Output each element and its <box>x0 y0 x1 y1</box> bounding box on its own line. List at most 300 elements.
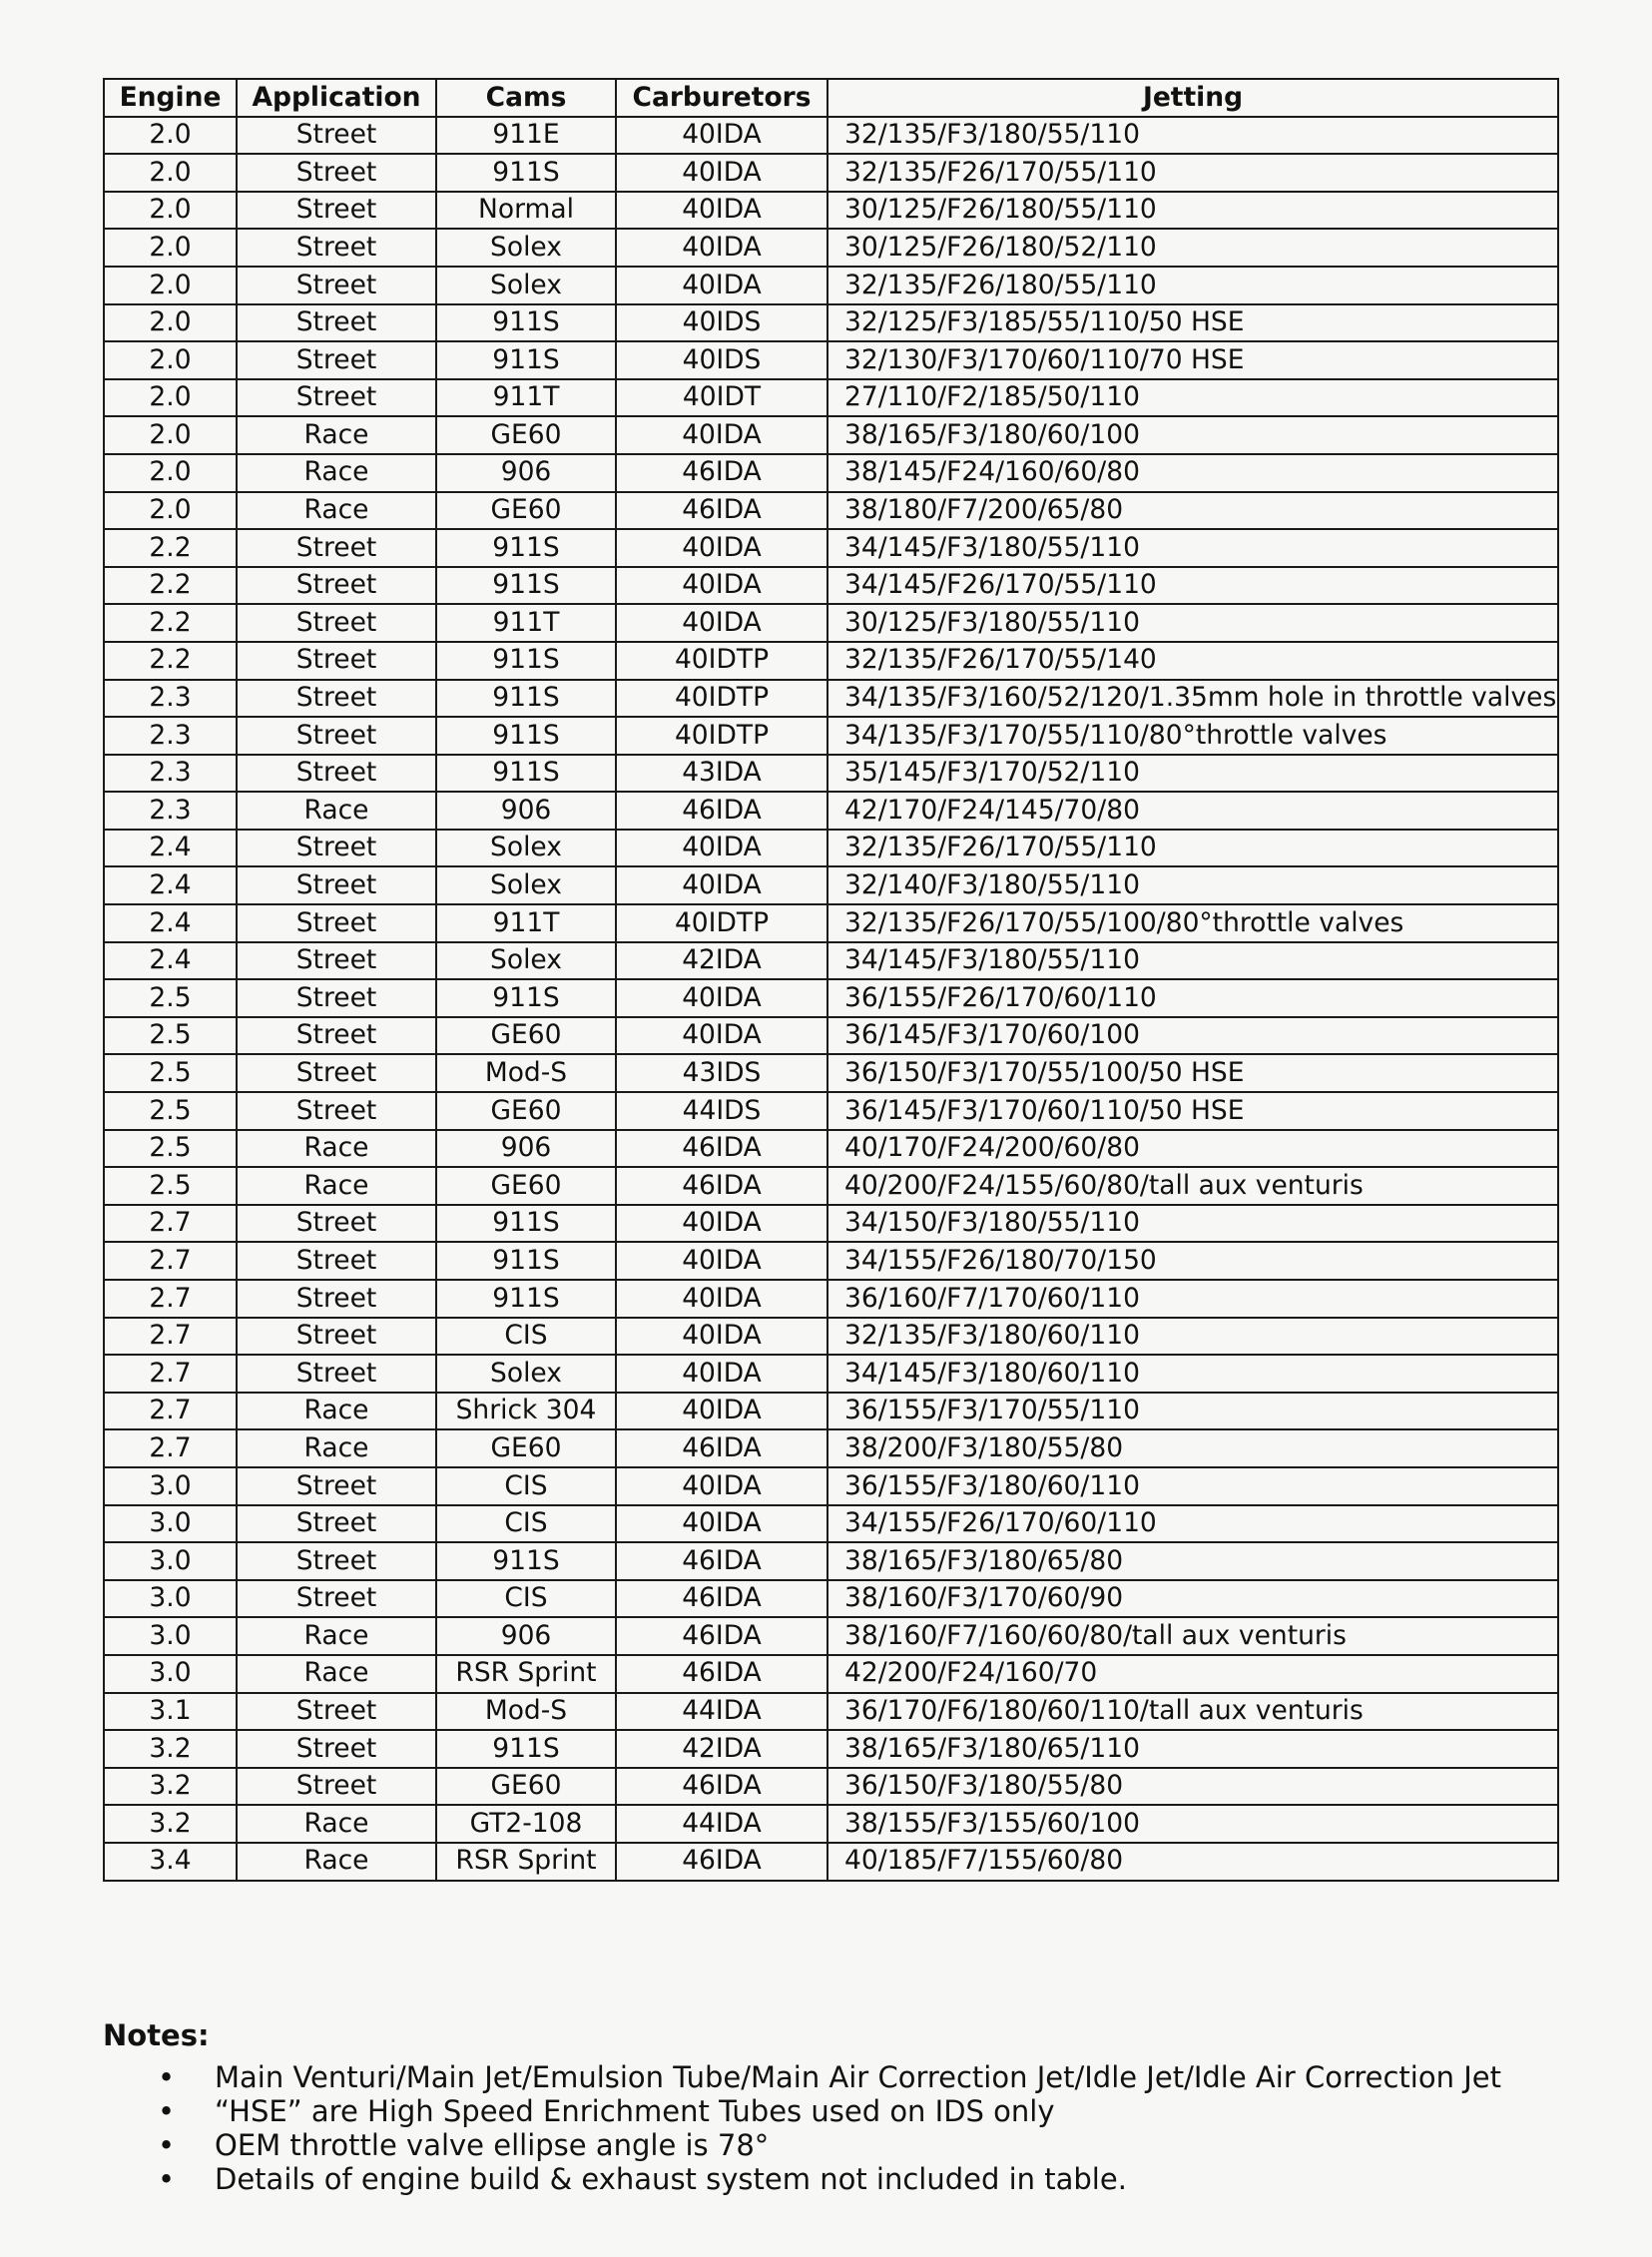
cell-engine: 2.0 <box>104 454 237 492</box>
cell-cams: GE60 <box>436 1017 616 1055</box>
cell-application: Street <box>237 1693 436 1731</box>
note-item <box>103 2162 1600 2196</box>
cell-cams: 911S <box>436 529 616 567</box>
cell-carburetors: 40IDA <box>616 529 827 567</box>
cell-carburetors: 40IDT <box>616 379 827 417</box>
cell-jetting: 36/160/F7/170/60/110 <box>827 1280 1558 1318</box>
cell-application: Street <box>237 1768 436 1806</box>
table-row <box>104 792 1558 830</box>
cell-jetting: 38/155/F3/155/60/100 <box>827 1805 1558 1843</box>
cell-jetting: 34/145/F3/180/55/110 <box>827 942 1558 980</box>
cell-cams: GE60 <box>436 1167 616 1205</box>
cell-jetting: 32/125/F3/185/55/110/50 HSE <box>827 304 1558 342</box>
note-item <box>103 2128 1600 2162</box>
cell-carburetors: 40IDA <box>616 267 827 304</box>
cell-engine: 3.4 <box>104 1843 237 1881</box>
cell-jetting: 40/185/F7/155/60/80 <box>827 1843 1558 1881</box>
cell-engine: 2.3 <box>104 680 237 718</box>
cell-engine: 2.3 <box>104 792 237 830</box>
header-cams: Cams <box>436 79 616 117</box>
cell-engine: 2.7 <box>104 1242 237 1280</box>
cell-jetting: 36/155/F3/170/55/110 <box>827 1393 1558 1430</box>
cell-application: Street <box>237 680 436 718</box>
cell-jetting: 42/200/F24/160/70 <box>827 1655 1558 1693</box>
cell-carburetors: 46IDA <box>616 792 827 830</box>
table-row <box>104 117 1558 155</box>
cell-engine: 2.2 <box>104 642 237 680</box>
cell-carburetors: 43IDA <box>616 755 827 793</box>
table-row <box>104 1768 1558 1806</box>
cell-cams: 911S <box>436 979 616 1017</box>
cell-application: Race <box>237 492 436 530</box>
table-row <box>104 1505 1558 1543</box>
cell-engine: 2.0 <box>104 416 237 454</box>
cell-cams: 911T <box>436 604 616 642</box>
table-row <box>104 304 1558 342</box>
table-row <box>104 267 1558 304</box>
cell-carburetors: 46IDA <box>616 492 827 530</box>
cell-application: Street <box>237 1580 436 1618</box>
cell-carburetors: 46IDA <box>616 1580 827 1618</box>
cell-carburetors: 40IDA <box>616 1280 827 1318</box>
cell-application: Street <box>237 304 436 342</box>
cell-application: Street <box>237 1355 436 1393</box>
cell-engine: 2.0 <box>104 267 237 304</box>
table-row <box>104 1580 1558 1618</box>
cell-engine: 3.0 <box>104 1467 237 1505</box>
cell-application: Street <box>237 117 436 155</box>
cell-application: Street <box>237 529 436 567</box>
cell-application: Street <box>237 904 436 942</box>
cell-application: Race <box>237 1130 436 1168</box>
cell-application: Street <box>237 1205 436 1243</box>
table-row <box>104 416 1558 454</box>
note-text: Main Venturi/Main Jet/Emulsion Tube/Main Air Correction Jet/Idle Jet/Idle Air Correction Jet <box>215 2060 1501 2094</box>
table-row <box>104 567 1558 605</box>
cell-cams: 906 <box>436 1130 616 1168</box>
cell-engine: 2.0 <box>104 229 237 267</box>
cell-cams: 911T <box>436 904 616 942</box>
cell-carburetors: 46IDA <box>616 1167 827 1205</box>
table-row <box>104 1318 1558 1356</box>
cell-engine: 2.5 <box>104 979 237 1017</box>
jetting-table <box>103 78 1559 1882</box>
cell-engine: 2.0 <box>104 192 237 230</box>
cell-application: Race <box>237 1393 436 1430</box>
cell-cams: RSR Sprint <box>436 1655 616 1693</box>
cell-cams: GE60 <box>436 1429 616 1467</box>
cell-engine: 2.4 <box>104 904 237 942</box>
cell-engine: 2.0 <box>104 492 237 530</box>
cell-jetting: 40/170/F24/200/60/80 <box>827 1130 1558 1168</box>
note-item <box>103 2060 1600 2094</box>
cell-engine: 2.4 <box>104 866 237 904</box>
cell-cams: Mod-S <box>436 1693 616 1731</box>
cell-jetting: 32/135/F26/180/55/110 <box>827 267 1558 304</box>
cell-cams: Solex <box>436 267 616 304</box>
cell-carburetors: 44IDS <box>616 1092 827 1130</box>
cell-cams: 911S <box>436 1280 616 1318</box>
cell-jetting: 36/145/F3/170/60/110/50 HSE <box>827 1092 1558 1130</box>
cell-carburetors: 40IDA <box>616 1017 827 1055</box>
table-row <box>104 1730 1558 1768</box>
cell-cams: Solex <box>436 830 616 867</box>
cell-jetting: 34/135/F3/170/55/110/80°throttle valves <box>827 717 1558 755</box>
cell-carburetors: 40IDA <box>616 1355 827 1393</box>
cell-carburetors: 44IDA <box>616 1805 827 1843</box>
cell-application: Street <box>237 1542 436 1580</box>
cell-jetting: 38/145/F24/160/60/80 <box>827 454 1558 492</box>
table-row <box>104 492 1558 530</box>
table-row <box>104 755 1558 793</box>
cell-jetting: 32/135/F3/180/55/110 <box>827 117 1558 155</box>
table-row <box>104 866 1558 904</box>
cell-jetting: 34/145/F3/180/60/110 <box>827 1355 1558 1393</box>
cell-jetting: 36/155/F26/170/60/110 <box>827 979 1558 1017</box>
table-row <box>104 642 1558 680</box>
cell-jetting: 32/140/F3/180/55/110 <box>827 866 1558 904</box>
table-row <box>104 154 1558 192</box>
cell-application: Race <box>237 792 436 830</box>
cell-application: Race <box>237 1429 436 1467</box>
cell-carburetors: 40IDA <box>616 866 827 904</box>
cell-jetting: 32/130/F3/170/60/110/70 HSE <box>827 341 1558 379</box>
cell-cams: Mod-S <box>436 1054 616 1092</box>
cell-jetting: 32/135/F26/170/55/100/80°throttle valves <box>827 904 1558 942</box>
cell-application: Street <box>237 1467 436 1505</box>
table-row <box>104 1693 1558 1731</box>
cell-application: Race <box>237 1617 436 1655</box>
cell-application: Street <box>237 830 436 867</box>
cell-application: Street <box>237 154 436 192</box>
cell-carburetors: 46IDA <box>616 1130 827 1168</box>
table-row <box>104 830 1558 867</box>
cell-jetting: 38/160/F3/170/60/90 <box>827 1580 1558 1618</box>
cell-jetting: 34/150/F3/180/55/110 <box>827 1205 1558 1243</box>
cell-carburetors: 44IDA <box>616 1693 827 1731</box>
cell-cams: GE60 <box>436 416 616 454</box>
cell-application: Street <box>237 942 436 980</box>
table-row <box>104 942 1558 980</box>
cell-carburetors: 40IDTP <box>616 904 827 942</box>
note-text: “HSE” are High Speed Enrichment Tubes used on IDS only <box>215 2094 1055 2128</box>
cell-carburetors: 40IDA <box>616 416 827 454</box>
table-row <box>104 1843 1558 1881</box>
table-row <box>104 1130 1558 1168</box>
cell-cams: 911S <box>436 680 616 718</box>
cell-cams: 911S <box>436 567 616 605</box>
table-row <box>104 341 1558 379</box>
cell-cams: 911S <box>436 1730 616 1768</box>
table-row <box>104 604 1558 642</box>
cell-carburetors: 40IDA <box>616 1393 827 1430</box>
cell-application: Street <box>237 1092 436 1130</box>
notes-list <box>103 2060 1600 2196</box>
cell-cams: 911E <box>436 117 616 155</box>
cell-engine: 2.4 <box>104 942 237 980</box>
cell-jetting: 34/145/F26/170/55/110 <box>827 567 1558 605</box>
cell-cams: 911S <box>436 755 616 793</box>
cell-engine: 2.0 <box>104 304 237 342</box>
cell-cams: GE60 <box>436 1768 616 1806</box>
cell-carburetors: 40IDA <box>616 567 827 605</box>
cell-cams: 906 <box>436 1617 616 1655</box>
cell-jetting: 36/150/F3/170/55/100/50 HSE <box>827 1054 1558 1092</box>
cell-jetting: 34/145/F3/180/55/110 <box>827 529 1558 567</box>
cell-engine: 2.5 <box>104 1167 237 1205</box>
cell-engine: 3.0 <box>104 1542 237 1580</box>
cell-application: Street <box>237 267 436 304</box>
table-row <box>104 1429 1558 1467</box>
cell-cams: 906 <box>436 454 616 492</box>
cell-cams: Normal <box>436 192 616 230</box>
cell-jetting: 34/155/F26/180/70/150 <box>827 1242 1558 1280</box>
cell-carburetors: 46IDA <box>616 1429 827 1467</box>
cell-cams: GE60 <box>436 492 616 530</box>
cell-engine: 2.0 <box>104 341 237 379</box>
cell-cams: CIS <box>436 1505 616 1543</box>
table-row <box>104 1092 1558 1130</box>
header-carburetors: Carburetors <box>616 79 827 117</box>
cell-carburetors: 40IDA <box>616 830 827 867</box>
table-row <box>104 717 1558 755</box>
cell-application: Street <box>237 341 436 379</box>
cell-cams: 911S <box>436 717 616 755</box>
cell-carburetors: 46IDA <box>616 1655 827 1693</box>
cell-engine: 2.2 <box>104 604 237 642</box>
cell-carburetors: 46IDA <box>616 1843 827 1881</box>
cell-engine: 2.2 <box>104 529 237 567</box>
table-row <box>104 229 1558 267</box>
cell-engine: 3.1 <box>104 1693 237 1731</box>
table-row <box>104 1017 1558 1055</box>
cell-carburetors: 42IDA <box>616 1730 827 1768</box>
cell-jetting: 27/110/F2/185/50/110 <box>827 379 1558 417</box>
cell-engine: 2.0 <box>104 154 237 192</box>
cell-application: Street <box>237 1017 436 1055</box>
cell-cams: 911S <box>436 341 616 379</box>
cell-jetting: 36/150/F3/180/55/80 <box>827 1768 1558 1806</box>
notes-section <box>103 2018 1600 2196</box>
cell-jetting: 40/200/F24/155/60/80/tall aux venturis <box>827 1167 1558 1205</box>
table-row <box>104 1393 1558 1430</box>
cell-application: Race <box>237 1843 436 1881</box>
cell-application: Race <box>237 1805 436 1843</box>
cell-carburetors: 40IDTP <box>616 717 827 755</box>
cell-engine: 2.5 <box>104 1130 237 1168</box>
cell-application: Street <box>237 1280 436 1318</box>
cell-jetting: 32/135/F26/170/55/110 <box>827 830 1558 867</box>
cell-application: Street <box>237 229 436 267</box>
table-row <box>104 1355 1558 1393</box>
cell-engine: 3.0 <box>104 1580 237 1618</box>
cell-engine: 2.7 <box>104 1429 237 1467</box>
cell-application: Race <box>237 454 436 492</box>
notes-title: Notes: <box>103 2018 210 2052</box>
table-row <box>104 1280 1558 1318</box>
table-row <box>104 192 1558 230</box>
cell-cams: 911S <box>436 642 616 680</box>
cell-engine: 2.5 <box>104 1092 237 1130</box>
cell-cams: CIS <box>436 1318 616 1356</box>
cell-carburetors: 40IDA <box>616 154 827 192</box>
cell-carburetors: 40IDA <box>616 229 827 267</box>
table-row <box>104 1467 1558 1505</box>
cell-jetting: 34/155/F26/170/60/110 <box>827 1505 1558 1543</box>
cell-carburetors: 46IDA <box>616 1617 827 1655</box>
cell-jetting: 42/170/F24/145/70/80 <box>827 792 1558 830</box>
cell-jetting: 38/180/F7/200/65/80 <box>827 492 1558 530</box>
cell-carburetors: 46IDA <box>616 454 827 492</box>
cell-cams: 911S <box>436 304 616 342</box>
cell-jetting: 32/135/F26/170/55/110 <box>827 154 1558 192</box>
cell-jetting: 36/155/F3/180/60/110 <box>827 1467 1558 1505</box>
cell-cams: 911S <box>436 1542 616 1580</box>
cell-engine: 2.0 <box>104 117 237 155</box>
cell-jetting: 36/145/F3/170/60/100 <box>827 1017 1558 1055</box>
cell-carburetors: 40IDS <box>616 341 827 379</box>
cell-engine: 3.2 <box>104 1730 237 1768</box>
cell-jetting: 32/135/F3/180/60/110 <box>827 1318 1558 1356</box>
cell-cams: 911S <box>436 1205 616 1243</box>
cell-application: Street <box>237 1505 436 1543</box>
cell-jetting: 38/165/F3/180/65/110 <box>827 1730 1558 1768</box>
table-body <box>104 117 1558 1881</box>
cell-application: Race <box>237 1167 436 1205</box>
table-row <box>104 1542 1558 1580</box>
cell-jetting: 30/125/F26/180/52/110 <box>827 229 1558 267</box>
cell-carburetors: 40IDTP <box>616 680 827 718</box>
cell-application: Street <box>237 192 436 230</box>
cell-cams: 911S <box>436 1242 616 1280</box>
cell-engine: 3.0 <box>104 1505 237 1543</box>
cell-carburetors: 40IDS <box>616 304 827 342</box>
cell-application: Street <box>237 1318 436 1356</box>
cell-carburetors: 40IDA <box>616 1242 827 1280</box>
cell-application: Race <box>237 416 436 454</box>
cell-cams: GE60 <box>436 1092 616 1130</box>
cell-carburetors: 42IDA <box>616 942 827 980</box>
cell-application: Street <box>237 379 436 417</box>
cell-engine: 2.0 <box>104 379 237 417</box>
cell-carburetors: 46IDA <box>616 1542 827 1580</box>
cell-cams: Shrick 304 <box>436 1393 616 1430</box>
cell-application: Race <box>237 1655 436 1693</box>
cell-application: Street <box>237 642 436 680</box>
cell-jetting: 30/125/F3/180/55/110 <box>827 604 1558 642</box>
note-text: OEM throttle valve ellipse angle is 78° <box>215 2128 770 2162</box>
cell-jetting: 32/135/F26/170/55/140 <box>827 642 1558 680</box>
cell-cams: Solex <box>436 942 616 980</box>
cell-engine: 3.0 <box>104 1655 237 1693</box>
table-row <box>104 1205 1558 1243</box>
table-header-row <box>104 79 1558 117</box>
cell-jetting: 38/165/F3/180/60/100 <box>827 416 1558 454</box>
cell-carburetors: 40IDA <box>616 979 827 1017</box>
cell-jetting: 38/200/F3/180/55/80 <box>827 1429 1558 1467</box>
cell-jetting: 38/165/F3/180/65/80 <box>827 1542 1558 1580</box>
cell-jetting: 34/135/F3/160/52/120/1.35mm hole in throttle valves <box>827 680 1558 718</box>
cell-carburetors: 40IDA <box>616 604 827 642</box>
cell-carburetors: 40IDA <box>616 1205 827 1243</box>
cell-engine: 3.0 <box>104 1617 237 1655</box>
cell-carburetors: 46IDA <box>616 1768 827 1806</box>
cell-cams: CIS <box>436 1467 616 1505</box>
cell-engine: 2.7 <box>104 1355 237 1393</box>
cell-carburetors: 40IDA <box>616 192 827 230</box>
cell-carburetors: 40IDTP <box>616 642 827 680</box>
cell-carburetors: 43IDS <box>616 1054 827 1092</box>
cell-engine: 2.7 <box>104 1280 237 1318</box>
cell-application: Street <box>237 567 436 605</box>
table-row <box>104 1167 1558 1205</box>
cell-cams: CIS <box>436 1580 616 1618</box>
cell-jetting: 30/125/F26/180/55/110 <box>827 192 1558 230</box>
cell-application: Street <box>237 1054 436 1092</box>
cell-carburetors: 40IDA <box>616 1467 827 1505</box>
cell-application: Street <box>237 755 436 793</box>
cell-engine: 2.7 <box>104 1393 237 1430</box>
cell-cams: GT2-108 <box>436 1805 616 1843</box>
cell-application: Street <box>237 979 436 1017</box>
cell-engine: 2.7 <box>104 1318 237 1356</box>
cell-engine: 3.2 <box>104 1805 237 1843</box>
cell-jetting: 38/160/F7/160/60/80/tall aux venturis <box>827 1617 1558 1655</box>
cell-application: Street <box>237 1730 436 1768</box>
cell-engine: 2.5 <box>104 1054 237 1092</box>
cell-application: Street <box>237 1242 436 1280</box>
table-row <box>104 1054 1558 1092</box>
cell-carburetors: 40IDA <box>616 1505 827 1543</box>
bullet-icon: • <box>158 2128 176 2162</box>
cell-engine: 2.5 <box>104 1017 237 1055</box>
cell-jetting: 36/170/F6/180/60/110/tall aux venturis <box>827 1693 1558 1731</box>
table-row <box>104 379 1558 417</box>
table-row <box>104 454 1558 492</box>
note-text: Details of engine build & exhaust system not included in table. <box>215 2162 1127 2196</box>
note-item <box>103 2094 1600 2128</box>
table-row <box>104 680 1558 718</box>
header-application: Application <box>237 79 436 117</box>
cell-carburetors: 40IDA <box>616 117 827 155</box>
cell-engine: 2.2 <box>104 567 237 605</box>
cell-cams: RSR Sprint <box>436 1843 616 1881</box>
cell-engine: 2.7 <box>104 1205 237 1243</box>
cell-engine: 2.3 <box>104 755 237 793</box>
table-row <box>104 1617 1558 1655</box>
cell-application: Street <box>237 604 436 642</box>
header-jetting: Jetting <box>827 79 1558 117</box>
cell-cams: 906 <box>436 792 616 830</box>
header-engine: Engine <box>104 79 237 117</box>
cell-cams: 911T <box>436 379 616 417</box>
cell-engine: 2.4 <box>104 830 237 867</box>
table-row <box>104 529 1558 567</box>
cell-cams: Solex <box>436 229 616 267</box>
table-row <box>104 1805 1558 1843</box>
table-row <box>104 1655 1558 1693</box>
cell-cams: 911S <box>436 154 616 192</box>
bullet-icon: • <box>158 2162 176 2196</box>
cell-application: Street <box>237 717 436 755</box>
bullet-icon: • <box>158 2094 176 2128</box>
cell-cams: Solex <box>436 1355 616 1393</box>
cell-engine: 2.3 <box>104 717 237 755</box>
table-row <box>104 904 1558 942</box>
bullet-icon: • <box>158 2060 176 2094</box>
cell-carburetors: 40IDA <box>616 1318 827 1356</box>
table-row <box>104 1242 1558 1280</box>
